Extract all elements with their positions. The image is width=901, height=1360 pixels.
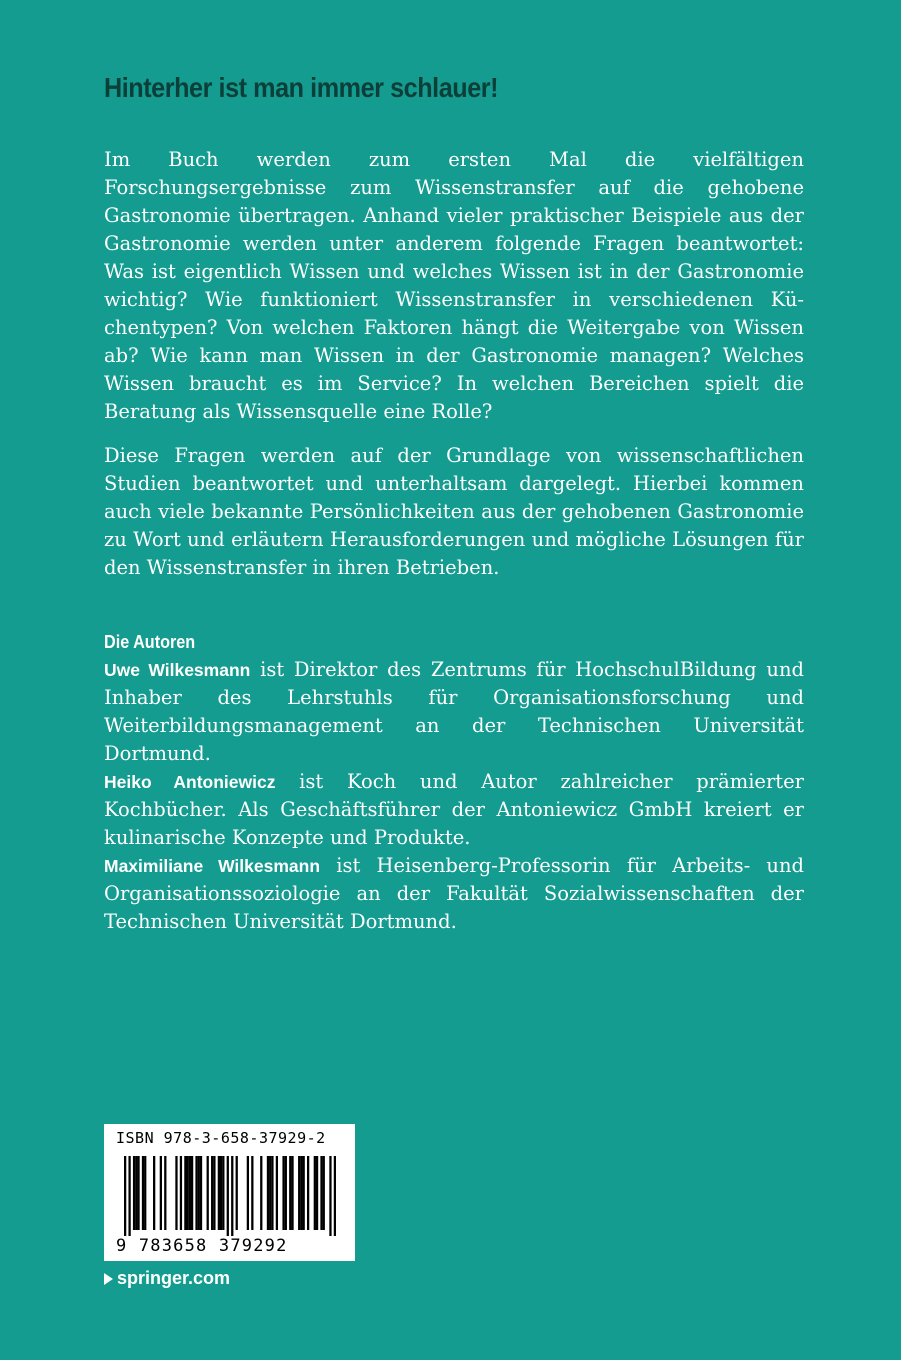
barcode-bar	[222, 1156, 224, 1230]
author-text: ist Heisenberg-Professorin für Arbeits- und Organisationssoziologie an der Fakultät Sozialwissenschaften der Technischen Universität Dortmund.	[104, 854, 804, 933]
author-bio-1	[104, 656, 804, 768]
barcode-bar	[198, 1156, 200, 1230]
barcode-bar	[282, 1156, 284, 1230]
barcode-bar	[231, 1156, 233, 1236]
barcode-bar	[334, 1156, 336, 1236]
barcode-bar	[291, 1156, 293, 1230]
barcode-bar	[289, 1156, 291, 1230]
barcode-icon	[124, 1156, 336, 1236]
barcode-bar	[153, 1156, 155, 1230]
publisher-website[interactable]	[104, 1268, 230, 1289]
barcode-bar	[184, 1156, 186, 1230]
barcode-bar	[251, 1156, 253, 1230]
barcode-bar	[271, 1156, 273, 1230]
barcode-bar	[267, 1156, 269, 1230]
barcode-bar	[211, 1156, 213, 1230]
barcode-bar	[207, 1156, 209, 1230]
barcode-bar	[329, 1156, 331, 1236]
barcode-bar	[189, 1156, 191, 1230]
arrow-right-icon	[104, 1273, 113, 1285]
barcode-bar	[124, 1156, 126, 1236]
barcode-bar	[314, 1156, 316, 1230]
barcode-bar	[220, 1156, 222, 1230]
authors-section	[104, 628, 804, 936]
barcode-bar	[316, 1156, 318, 1230]
barcode-bar	[236, 1156, 238, 1230]
isbn-label: ISBN 978-3-658-37929-2	[116, 1129, 326, 1147]
barcode-bar	[323, 1156, 325, 1230]
cover-title: Hinterher ist man immer schlauer!	[104, 72, 499, 103]
back-cover-content	[104, 72, 804, 936]
publisher-website-label: springer.com	[117, 1268, 231, 1288]
barcode-bar	[227, 1156, 229, 1236]
author-bio-3	[104, 852, 804, 936]
author-name: Maximiliane Wilkesmann	[104, 856, 321, 876]
barcode-bar	[276, 1156, 278, 1230]
barcode-bar	[247, 1156, 249, 1230]
barcode-bar	[285, 1156, 287, 1230]
barcode-bar	[160, 1156, 162, 1230]
author-text: ist Direktor des Zentrums für HochschulBildung und Inhaber des Lehrstuhls für Organisationsforschung und Weiterbildungsmanagement an der Technischen Universität Dortmund.	[104, 658, 804, 765]
barcode-bar	[175, 1156, 177, 1230]
barcode-bar	[195, 1156, 197, 1230]
barcode-bar	[128, 1156, 130, 1236]
barcode-bar	[213, 1156, 215, 1230]
barcode-bar	[180, 1156, 182, 1230]
author-name: Heiko Antoniewicz	[104, 772, 276, 792]
authors-heading: Die Autoren	[104, 632, 196, 652]
barcode-bar	[142, 1156, 144, 1230]
barcode-bar	[186, 1156, 188, 1230]
barcode-bar	[135, 1156, 137, 1230]
author-bio-2	[104, 768, 804, 852]
barcode-bar	[300, 1156, 302, 1230]
barcode-bar	[307, 1156, 309, 1230]
barcode-bar	[133, 1156, 135, 1230]
ean-digits: 9 783658 379292	[116, 1236, 288, 1256]
author-name: Uwe Wilkesmann	[104, 660, 251, 680]
barcode-bar	[320, 1156, 322, 1230]
description-paragraph-2: Diese Fragen werden auf der Grundlage von wissenschaftlichen Studien beantwortet und unterhaltsam dargelegt. Hierbei kommen auch viele bekannte Persönlichkeiten aus der gehobenen Gastronomie zu Wort und erläutern Herausforderungen und mögliche Lösungen für den Wissenstransfer in ihren Betrieben.	[104, 444, 804, 579]
barcode-bar	[218, 1156, 220, 1230]
isbn-barcode-box	[104, 1124, 355, 1261]
barcode-bar	[164, 1156, 166, 1230]
barcode-bar	[298, 1156, 300, 1230]
barcode-bar	[303, 1156, 305, 1230]
description-paragraph-1: Im Buch werden zum ersten Mal die vielfältigen Forschungsergebnisse zum Wissenstransfer auf die gehobene Gastronomie übertragen. Anhand vieler praktischer Beispiele aus der Gastronomie werden unter anderem folgende Fragen beantwortet: Was ist eigentlich Wissen und welches Wissen ist in der Gastronomie wichtig? Wie funktioniert Wissenstransfer in verschiedenen Küchentypen? Von welchen Faktoren hängt die Weitergabe von Wissen ab? Wie kann man Wissen in der Gastronomie managen? Welches Wissen braucht es im Service? In welchen Bereichen spielt die Beratung als Wissensquelle eine Rolle?	[104, 148, 804, 423]
barcode-bar	[260, 1156, 262, 1230]
barcode-bar	[200, 1156, 202, 1230]
author-text: ist Koch und Autor zahlreicher prämierter Kochbücher. Als Geschäftsführer der Antoniewicz GmbH kreiert er kulinarische Konzepte und Produkte.	[104, 770, 804, 849]
barcode-bar	[269, 1156, 271, 1230]
barcode-bar	[144, 1156, 146, 1230]
barcode-bar	[191, 1156, 193, 1230]
barcode-bar	[137, 1156, 139, 1230]
